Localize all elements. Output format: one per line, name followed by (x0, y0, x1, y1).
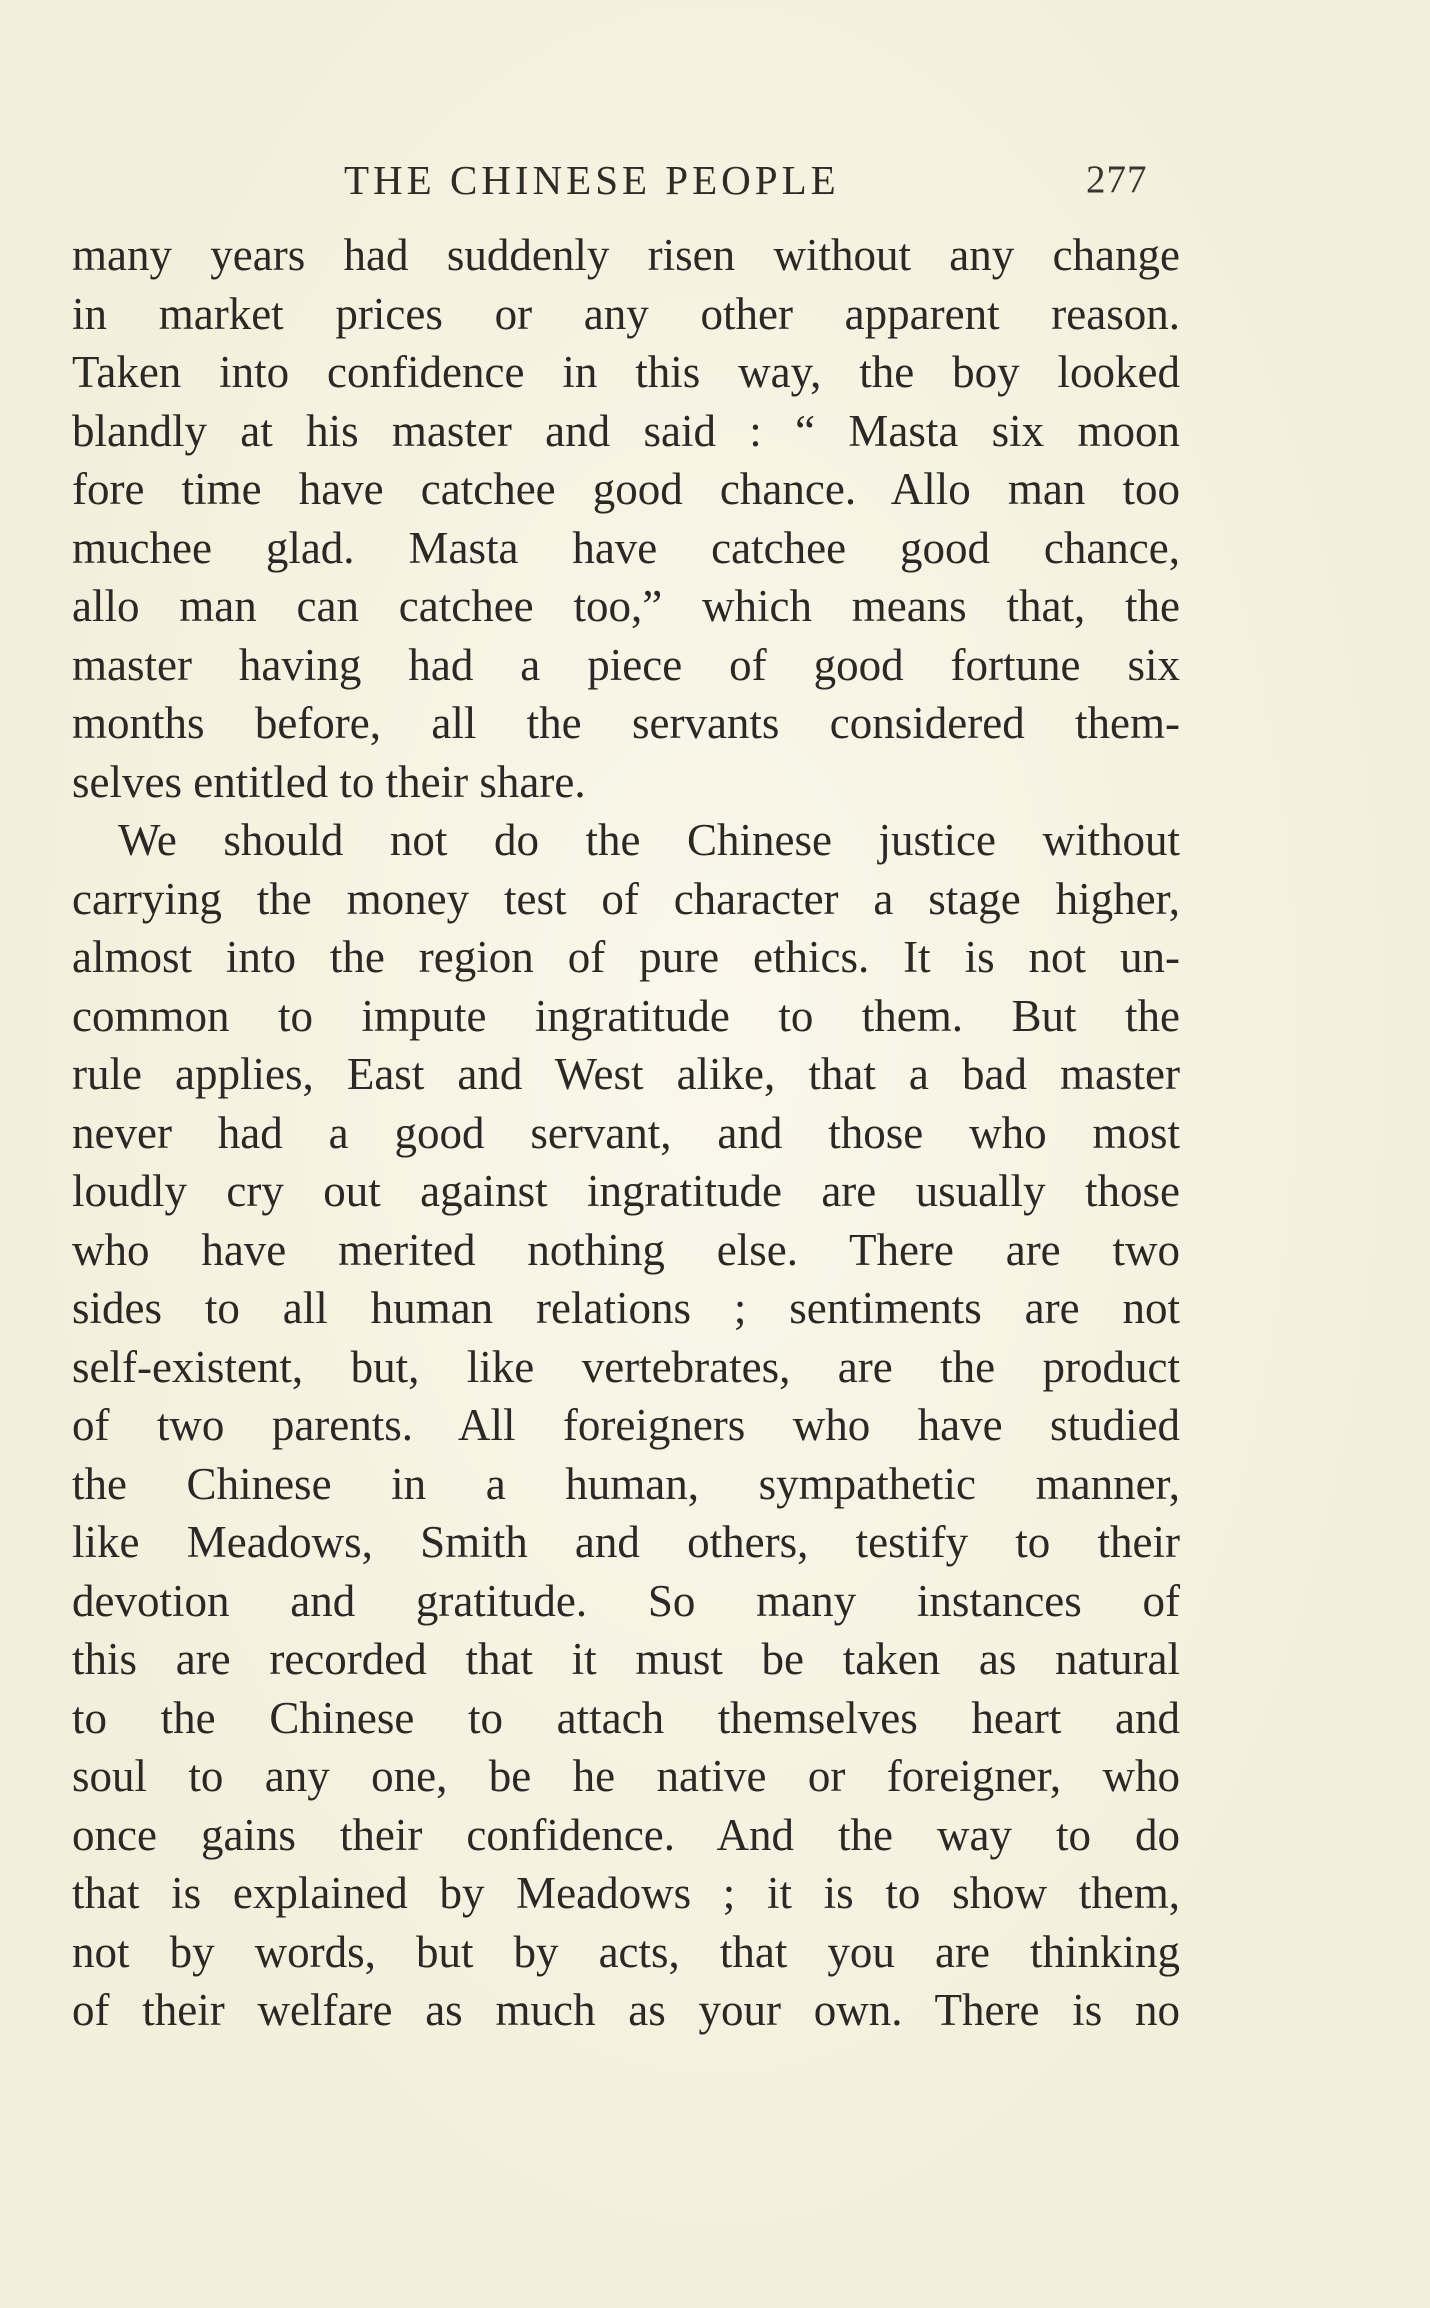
text-line: once gains their confidence. And the way to do (72, 1809, 1180, 1860)
header-title: THE CHINESE PEOPLE (344, 157, 840, 203)
text-line: to the Chinese to attach themselves heart and (72, 1692, 1180, 1743)
text-line: months before, all the servants considered them- (72, 698, 1180, 748)
text-line: muchee glad. Masta have catchee good chance, (72, 522, 1180, 573)
text-line: in market prices or any other apparent reason. (72, 288, 1180, 339)
text-line: of two parents. All foreigners who have studied (72, 1400, 1180, 1450)
text-line: many years had suddenly risen without any change (72, 230, 1180, 280)
text-line: that is explained by Meadows ; it is to show them, (72, 1868, 1180, 1918)
text-line: loudly cry out against ingratitude are usually those (72, 1166, 1180, 1216)
text-line: allo man can catchee too,” which means that, the (72, 581, 1180, 631)
text-line: like Meadows, Smith and others, testify to their (72, 1517, 1180, 1567)
text-line: carrying the money test of character a stage higher, (72, 873, 1180, 924)
body-text (72, 226, 1180, 2040)
text-line: almost into the region of pure ethics. It is not un- (72, 932, 1180, 982)
paragraph-1 (72, 226, 1180, 811)
text-line: soul to any one, be he native or foreigner, who (72, 1751, 1180, 1801)
text-line: Taken into confidence in this way, the boy looked (72, 347, 1180, 397)
text-line: self-existent, but, like vertebrates, are the product (72, 1341, 1180, 1392)
text-line: master having had a piece of good fortune six (72, 639, 1180, 690)
text-line: common to impute ingratitude to them. But the (72, 990, 1180, 1041)
text-line: the Chinese in a human, sympathetic manner, (72, 1458, 1180, 1509)
text-line: devotion and gratitude. So many instances of (72, 1575, 1180, 1626)
text-line: of their welfare as much as your own. There is no (72, 1985, 1180, 2035)
text-line: sides to all human relations ; sentiments are not (72, 1283, 1180, 1333)
text-line: blandly at his master and said : “ Masta six moon (72, 405, 1180, 456)
text-line: never had a good servant, and those who most (72, 1107, 1180, 1158)
page-number: 277 (1086, 158, 1148, 201)
text-line: rule applies, East and West alike, that a bad master (72, 1049, 1180, 1099)
text-line: who have merited nothing else. There are two (72, 1224, 1180, 1275)
text-line: selves entitled to their share. (72, 756, 586, 807)
text-line: not by words, but by acts, that you are thinking (72, 1926, 1180, 1977)
text-line: this are recorded that it must be taken as natural (72, 1634, 1180, 1684)
paragraph-2 (72, 811, 1180, 2040)
text-line: We should not do the Chinese justice without (118, 815, 1180, 865)
running-head (72, 150, 1172, 210)
text-line: fore time have catchee good chance. Allo man too (72, 464, 1180, 514)
